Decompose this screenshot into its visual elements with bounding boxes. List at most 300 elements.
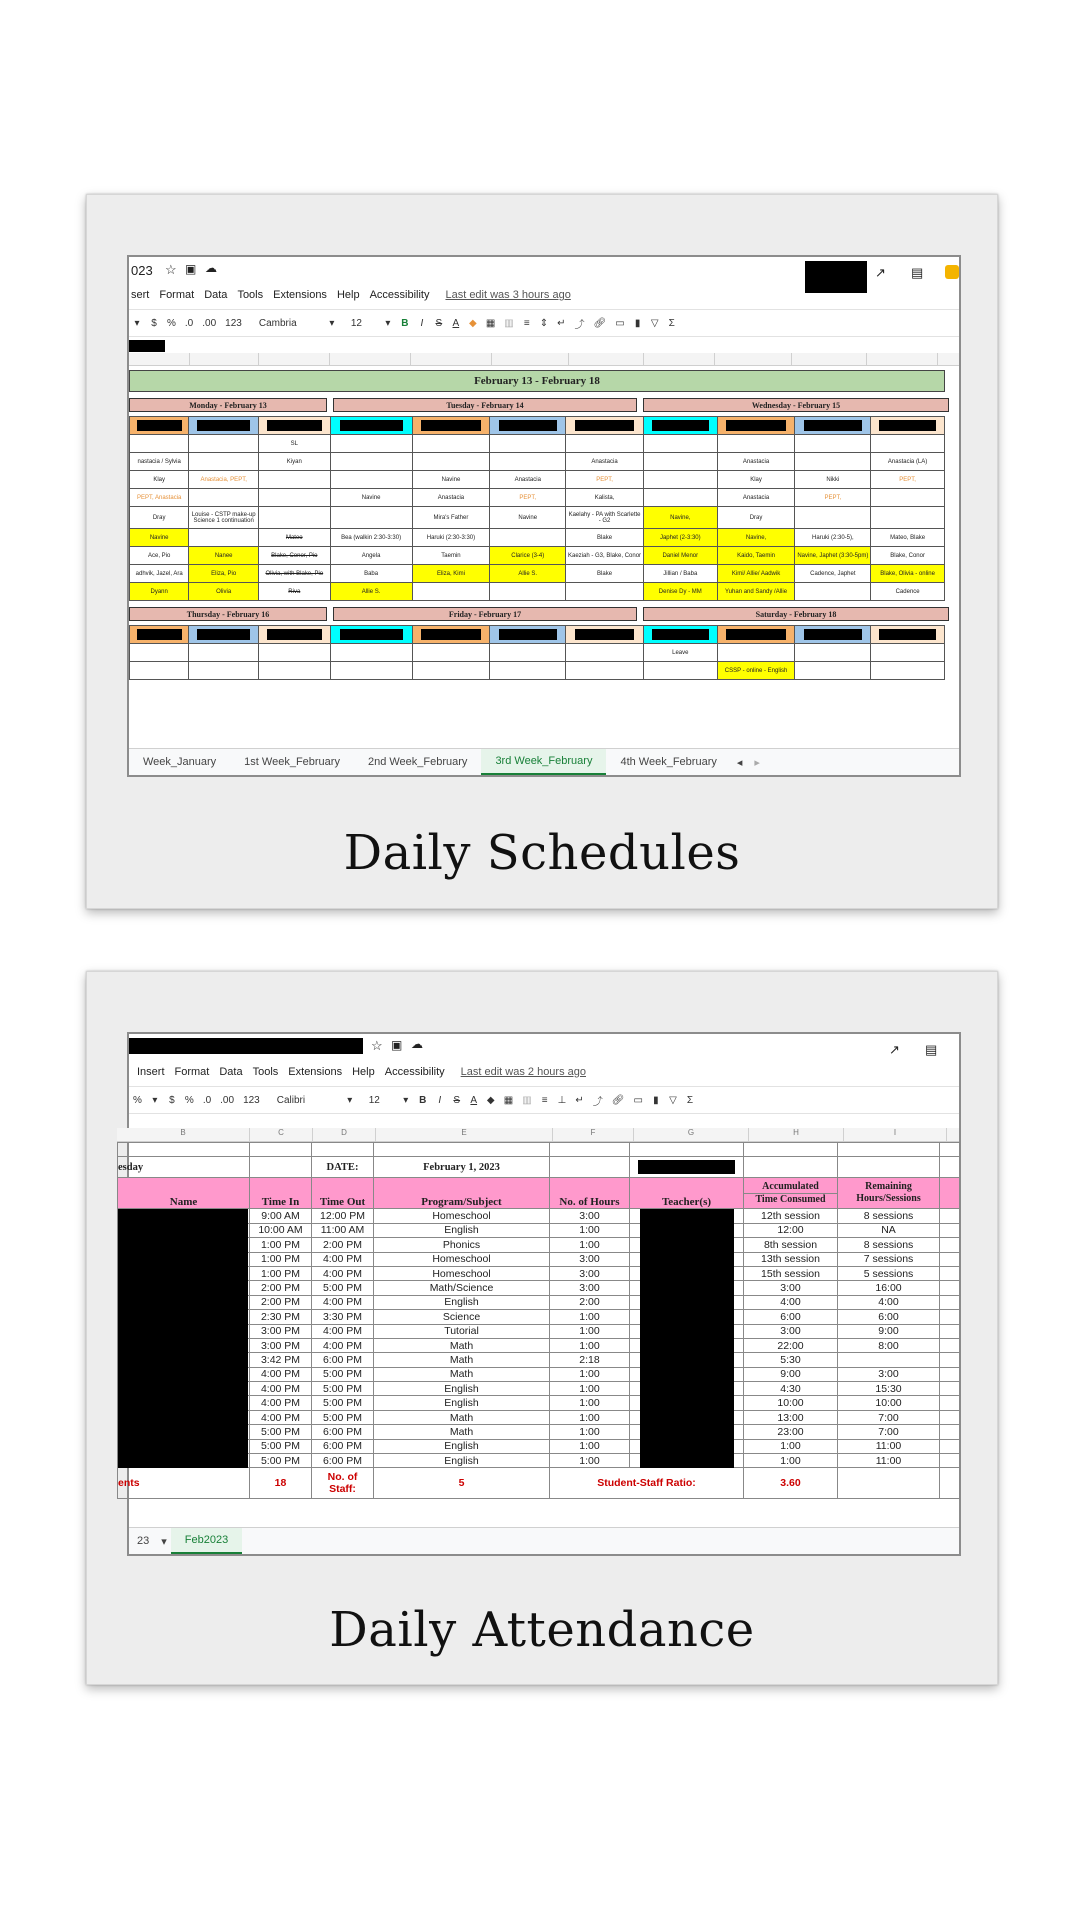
attendance-cell[interactable]: 1:00 PM (250, 1252, 312, 1266)
schedule-cell[interactable] (871, 644, 945, 662)
schedule-cell[interactable]: PEPT, (871, 471, 945, 489)
filter-icon[interactable]: ▽ (669, 1094, 677, 1106)
attendance-cell[interactable]: 1:00 (550, 1382, 630, 1396)
tab-scroll-left-icon[interactable]: ◂ (736, 756, 743, 769)
attendance-cell[interactable]: 1:00 (550, 1410, 630, 1424)
attendance-cell[interactable]: Math (374, 1353, 550, 1367)
chevron-down-icon[interactable]: ▾ (403, 1094, 409, 1106)
attendance-cell[interactable]: 7 sessions (838, 1252, 940, 1266)
tab-2nd-week-february[interactable]: 2nd Week_February (367, 756, 468, 768)
attendance-cell[interactable]: 1:00 (550, 1439, 630, 1453)
attendance-cell[interactable]: Phonics (374, 1238, 550, 1252)
schedule-cell[interactable]: Dray (717, 507, 795, 529)
schedule-cell[interactable]: Dray (130, 507, 189, 529)
attendance-cell[interactable]: 5:00 PM (250, 1454, 312, 1468)
schedule-cell[interactable]: Blake, Olivia - online (871, 565, 945, 583)
attendance-cell[interactable]: 1:00 (550, 1454, 630, 1468)
attendance-cell[interactable]: 2:18 (550, 1353, 630, 1367)
comment-icon[interactable]: ▤ (925, 1042, 938, 1057)
attendance-cell[interactable]: NA (838, 1223, 940, 1237)
attendance-cell[interactable]: 1:00 (550, 1367, 630, 1381)
attendance-cell[interactable]: 3:00 (550, 1281, 630, 1295)
schedule-cell[interactable] (189, 529, 259, 547)
schedule-cell[interactable] (717, 435, 795, 453)
schedule-cell[interactable]: Angela (330, 547, 412, 565)
schedule-cell[interactable] (258, 471, 330, 489)
chevron-down-icon[interactable]: ▾ (347, 1094, 353, 1106)
number-format-button[interactable]: 123 (243, 1094, 260, 1106)
schedule-cell[interactable]: Nikki (795, 471, 871, 489)
attendance-cell[interactable]: Homeschool (374, 1252, 550, 1266)
attendance-cell[interactable]: English (374, 1396, 550, 1410)
attendance-cell[interactable]: 4:00 PM (250, 1382, 312, 1396)
menu-insert[interactable]: Insert (137, 1066, 165, 1078)
blank-cell[interactable] (940, 1238, 960, 1252)
italic-icon[interactable]: I (420, 317, 424, 329)
attendance-cell[interactable]: 13th session (744, 1252, 838, 1266)
schedule-cell[interactable]: Navine (490, 507, 566, 529)
schedule-cell[interactable]: Riva (258, 583, 330, 601)
schedule-cell[interactable]: Kaeziah - G3, Blake, Conor (566, 547, 644, 565)
meet-icon[interactable] (945, 265, 959, 279)
schedule-cell[interactable] (566, 662, 644, 680)
schedule-cell[interactable]: Kiyan (258, 453, 330, 471)
blank-cell[interactable] (940, 1367, 960, 1381)
rotate-icon[interactable]: ⤴ (574, 319, 585, 331)
attendance-cell[interactable]: 1:00 (744, 1439, 838, 1453)
schedule-cell[interactable]: Mateo (258, 529, 330, 547)
schedule-cell[interactable]: Kaelahy - PA with Scarlette - G2 (566, 507, 644, 529)
star-icon[interactable]: ☆ (165, 262, 177, 277)
schedule-cell[interactable]: Kaido, Taemin (717, 547, 795, 565)
schedule-cell[interactable] (795, 644, 871, 662)
chevron-down-icon[interactable]: ▾ (329, 317, 335, 329)
attendance-cell[interactable]: English (374, 1439, 550, 1453)
schedule-cell[interactable]: Ace, Pio (130, 547, 189, 565)
rotate-icon[interactable]: ⤴ (592, 1096, 603, 1108)
attendance-cell[interactable]: 4:00 PM (250, 1367, 312, 1381)
schedule-cell[interactable] (490, 644, 566, 662)
schedule-cell[interactable] (412, 435, 490, 453)
schedule-cell[interactable]: Baba (330, 565, 412, 583)
tab-scroll-right-icon[interactable]: ▸ (754, 756, 760, 769)
schedule-cell[interactable] (871, 435, 945, 453)
attendance-cell[interactable]: 11:00 (838, 1439, 940, 1453)
attendance-cell[interactable]: 5:00 PM (312, 1396, 374, 1410)
filter-icon[interactable]: ▽ (650, 317, 659, 329)
blank-cell[interactable] (940, 1338, 960, 1352)
attendance-cell[interactable]: 3:00 (744, 1281, 838, 1295)
schedule-cell[interactable]: Navine (130, 529, 189, 547)
schedule-cell[interactable]: Kimi/ Allie/ Aadwik (717, 565, 795, 583)
attendance-cell[interactable]: 12th session (744, 1209, 838, 1223)
blank-cell[interactable] (940, 1454, 960, 1468)
borders-icon[interactable]: ▦ (503, 1094, 514, 1106)
schedule-cell[interactable] (258, 507, 330, 529)
tab-previous-sheet[interactable]: 23 (137, 1535, 150, 1547)
comment-icon[interactable]: ▤ (911, 265, 924, 280)
schedule-cell[interactable]: Anastacia (412, 489, 490, 507)
schedule-cell[interactable] (795, 583, 871, 601)
fill-color-icon[interactable]: ◆ (486, 1094, 495, 1106)
attendance-cell[interactable]: 5:00 PM (250, 1425, 312, 1439)
schedule-cell[interactable]: PEPT, Anastacia (130, 489, 189, 507)
insert-comment-icon[interactable]: ▭ (633, 1094, 643, 1106)
attendance-cell[interactable]: 8th session (744, 1238, 838, 1252)
bold-icon[interactable]: B (401, 317, 409, 329)
schedule-cell[interactable] (717, 644, 795, 662)
schedule-cell[interactable]: SL (258, 435, 330, 453)
menu-tools[interactable]: Tools (252, 1066, 279, 1078)
attendance-cell[interactable]: 6:00 PM (312, 1439, 374, 1453)
attendance-cell[interactable]: 1:00 (550, 1338, 630, 1352)
schedule-cell[interactable] (130, 644, 189, 662)
attendance-cell[interactable]: Science (374, 1310, 550, 1324)
schedule-cell[interactable] (643, 435, 717, 453)
attendance-cell[interactable]: 4:00 PM (250, 1396, 312, 1410)
font-size-select[interactable]: 12 (368, 1094, 380, 1106)
attendance-cell[interactable]: 4:00 PM (250, 1410, 312, 1424)
attendance-cell[interactable]: 7:00 (838, 1410, 940, 1424)
link-icon[interactable]: 🔗︎ (611, 1094, 625, 1106)
strikethrough-icon[interactable]: S (435, 317, 443, 329)
blank-cell[interactable] (940, 1223, 960, 1237)
attendance-cell[interactable]: 3:30 PM (312, 1310, 374, 1324)
attendance-cell[interactable]: 1:00 (550, 1310, 630, 1324)
cloud-status-icon[interactable]: ☁ (205, 261, 217, 275)
schedule-cell[interactable]: PEPT, (795, 489, 871, 507)
blank-cell[interactable] (940, 1382, 960, 1396)
attendance-cell[interactable]: 8:00 (838, 1338, 940, 1352)
menu-format[interactable]: Format (174, 1066, 210, 1078)
align-icon[interactable]: ≡ (541, 1094, 548, 1106)
attendance-cell[interactable] (838, 1353, 940, 1367)
schedule-cell[interactable]: Olivia, with Blake, Pio (258, 565, 330, 583)
schedule-cell[interactable]: Blake, Conor (871, 547, 945, 565)
attendance-cell[interactable]: 1:00 (550, 1223, 630, 1237)
schedule-cell[interactable]: Anastacia (717, 453, 795, 471)
blank-cell[interactable] (940, 1425, 960, 1439)
trend-icon[interactable]: ↗ (875, 265, 886, 280)
insert-comment-icon[interactable]: ▭ (615, 317, 625, 329)
schedule-cell[interactable]: nastacia / Sylvia (130, 453, 189, 471)
font-select[interactable]: Cambria (258, 317, 297, 329)
schedule-cell[interactable] (566, 644, 644, 662)
attendance-cell[interactable]: 5:00 PM (312, 1382, 374, 1396)
attendance-cell[interactable]: 2:00 PM (250, 1295, 312, 1309)
chevron-down-icon[interactable]: ▾ (152, 1094, 158, 1106)
attendance-cell[interactable]: 2:00 PM (312, 1238, 374, 1252)
attendance-cell[interactable]: 3:00 PM (250, 1324, 312, 1338)
number-format-button[interactable]: 123 (225, 317, 242, 329)
schedule-cell[interactable] (871, 489, 945, 507)
menu-format[interactable]: Format (159, 289, 195, 301)
attendance-cell[interactable]: 6:00 (744, 1310, 838, 1324)
currency-button[interactable]: $ (169, 1094, 175, 1106)
attendance-cell[interactable]: 5 sessions (838, 1266, 940, 1280)
schedule-cell[interactable] (189, 662, 259, 680)
attendance-cell[interactable]: 11:00 (838, 1454, 940, 1468)
schedule-cell[interactable] (330, 471, 412, 489)
functions-icon[interactable]: Σ (668, 317, 675, 329)
valign-icon[interactable]: ⊥ (557, 1094, 567, 1106)
attendance-cell[interactable]: 5:00 PM (312, 1410, 374, 1424)
schedule-cell[interactable]: Anastacia (566, 453, 644, 471)
attendance-cell[interactable]: 9:00 (838, 1324, 940, 1338)
menu-data[interactable]: Data (204, 289, 228, 301)
attendance-cell[interactable]: 1:00 (550, 1396, 630, 1410)
attendance-cell[interactable]: 22:00 (744, 1338, 838, 1352)
attendance-cell[interactable]: 1:00 PM (250, 1238, 312, 1252)
schedule-cell[interactable]: Eliza, Kimi (412, 565, 490, 583)
schedule-cell[interactable]: Haruki (2:30-5), (795, 529, 871, 547)
attendance-cell[interactable]: 16:00 (838, 1281, 940, 1295)
schedule-cell[interactable]: adhvik, Jazel, Ara (130, 565, 189, 583)
bold-icon[interactable]: B (419, 1094, 427, 1106)
blank-cell[interactable] (940, 1324, 960, 1338)
text-color-icon[interactable]: A (470, 1094, 478, 1106)
schedule-cell[interactable]: Allie S. (330, 583, 412, 601)
valign-icon[interactable]: ⇕ (539, 317, 549, 329)
chart-icon[interactable]: ▮ (653, 1094, 659, 1106)
attendance-cell[interactable]: Tutorial (374, 1324, 550, 1338)
increase-decimal-button[interactable]: .00 (220, 1094, 235, 1106)
attendance-cell[interactable]: English (374, 1382, 550, 1396)
schedule-cell[interactable]: Taemin (412, 547, 490, 565)
schedule-cell[interactable]: Nanee (189, 547, 259, 565)
attendance-cell[interactable]: 12:00 (744, 1223, 838, 1237)
schedule-cell[interactable]: Mira's Father (412, 507, 490, 529)
schedule-cell[interactable]: Daniel Menor (643, 547, 717, 565)
tab-4th-week-february[interactable]: 4th Week_February (620, 756, 717, 768)
attendance-cell[interactable]: 5:00 PM (312, 1367, 374, 1381)
attendance-cell[interactable]: Math (374, 1367, 550, 1381)
attendance-cell[interactable]: 5:00 PM (250, 1439, 312, 1453)
schedule-cell[interactable] (490, 529, 566, 547)
tab-feb2023[interactable]: Feb2023 (171, 1528, 242, 1554)
schedule-cell[interactable]: Mateo, Blake (871, 529, 945, 547)
wrap-icon[interactable]: ↵ (575, 1094, 584, 1106)
cloud-status-icon[interactable]: ☁ (411, 1037, 423, 1051)
move-folder-icon[interactable]: ▣ (185, 262, 197, 276)
menu-insert[interactable]: sert (131, 289, 150, 301)
attendance-cell[interactable]: Homeschool (374, 1209, 550, 1223)
attendance-cell[interactable]: 7:00 (838, 1425, 940, 1439)
schedule-cell[interactable]: Blake (566, 529, 644, 547)
schedule-cell[interactable] (643, 662, 717, 680)
schedule-cell[interactable]: Cadence (871, 583, 945, 601)
schedule-cell[interactable] (490, 662, 566, 680)
font-size-select[interactable]: 12 (350, 317, 362, 329)
chevron-down-icon[interactable]: ▾ (385, 317, 391, 329)
chart-icon[interactable]: ▮ (634, 317, 641, 329)
blank-cell[interactable] (940, 1266, 960, 1280)
schedule-cell[interactable]: Olivia (189, 583, 259, 601)
attendance-cell[interactable]: 4:00 PM (312, 1324, 374, 1338)
attendance-cell[interactable]: 2:00 (550, 1295, 630, 1309)
link-icon[interactable]: 🔗︎ (593, 317, 607, 329)
attendance-cell[interactable]: 11:00 AM (312, 1223, 374, 1237)
schedule-cell[interactable]: PEPT, (566, 471, 644, 489)
schedule-cell[interactable]: Klay (130, 471, 189, 489)
schedule-cell[interactable] (490, 435, 566, 453)
schedule-cell[interactable] (490, 583, 566, 601)
schedule-cell[interactable]: Anastacia (LA) (871, 453, 945, 471)
schedule-cell[interactable]: Navine, (643, 507, 717, 529)
schedule-cell[interactable] (643, 453, 717, 471)
schedule-cell[interactable]: Louise - CSTP make-up Science 1 continuation (189, 507, 259, 529)
last-edit-link[interactable]: Last edit was 3 hours ago (445, 289, 571, 301)
increase-decimal-button[interactable]: .00 (202, 317, 217, 329)
attendance-cell[interactable]: 2:00 PM (250, 1281, 312, 1295)
menu-help[interactable]: Help (352, 1066, 375, 1078)
fill-color-icon[interactable]: ◆ (468, 317, 477, 329)
schedule-cell[interactable]: Blake, Conor, Pio (258, 547, 330, 565)
attendance-cell[interactable]: 10:00 (838, 1396, 940, 1410)
attendance-cell[interactable]: Math (374, 1338, 550, 1352)
schedule-cell[interactable]: Dyann (130, 583, 189, 601)
attendance-cell[interactable]: 3:00 (744, 1324, 838, 1338)
schedule-cell[interactable] (795, 507, 871, 529)
borders-icon[interactable]: ▦ (485, 317, 496, 329)
schedule-cell[interactable] (258, 644, 330, 662)
attendance-cell[interactable]: 6:00 PM (312, 1454, 374, 1468)
attendance-cell[interactable]: 4:00 (838, 1295, 940, 1309)
move-folder-icon[interactable]: ▣ (391, 1038, 403, 1052)
schedule-cell[interactable]: Anastacia, PEPT, (189, 471, 259, 489)
blank-cell[interactable] (940, 1310, 960, 1324)
schedule-cell[interactable]: Navine (330, 489, 412, 507)
text-color-icon[interactable]: A (452, 317, 460, 329)
attendance-cell[interactable]: 1:00 PM (250, 1266, 312, 1280)
schedule-cell[interactable] (330, 644, 412, 662)
menu-accessibility[interactable]: Accessibility (384, 1066, 445, 1078)
attendance-cell[interactable]: Math/Science (374, 1281, 550, 1295)
schedule-cell[interactable] (330, 453, 412, 471)
schedule-cell[interactable] (189, 435, 259, 453)
attendance-cell[interactable]: 4:00 (744, 1295, 838, 1309)
schedule-cell[interactable]: PEPT, (490, 489, 566, 507)
attendance-cell[interactable]: 4:00 PM (312, 1338, 374, 1352)
schedule-cell[interactable]: Blake (566, 565, 644, 583)
schedule-cell[interactable]: Clarice (3-4) (490, 547, 566, 565)
blank-cell[interactable] (940, 1353, 960, 1367)
schedule-cell[interactable] (412, 644, 490, 662)
attendance-cell[interactable]: 3:00 (550, 1252, 630, 1266)
attendance-cell[interactable]: 8 sessions (838, 1209, 940, 1223)
attendance-cell[interactable]: Math (374, 1410, 550, 1424)
schedule-cell[interactable] (330, 662, 412, 680)
menu-extensions[interactable]: Extensions (273, 289, 327, 301)
schedule-cell[interactable]: Yuhan and Sandy /Allie (717, 583, 795, 601)
attendance-cell[interactable]: 4:30 (744, 1382, 838, 1396)
schedule-cell[interactable]: Navine, Japhet (3:30-5pm) (795, 547, 871, 565)
menu-tools[interactable]: Tools (237, 289, 264, 301)
star-icon[interactable]: ☆ (371, 1038, 383, 1053)
attendance-cell[interactable]: 6:00 PM (312, 1353, 374, 1367)
schedule-cell[interactable]: Anastacia (490, 471, 566, 489)
schedule-cell[interactable] (412, 583, 490, 601)
italic-icon[interactable]: I (438, 1094, 442, 1106)
menu-extensions[interactable]: Extensions (288, 1066, 343, 1078)
schedule-cell[interactable] (130, 662, 189, 680)
tab-week-january[interactable]: Week_January (143, 756, 217, 768)
schedule-cell[interactable]: Leave (643, 644, 717, 662)
schedule-cell[interactable]: Klay (717, 471, 795, 489)
attendance-cell[interactable]: English (374, 1454, 550, 1468)
trend-icon[interactable]: ↗ (889, 1042, 900, 1057)
align-icon[interactable]: ≡ (523, 317, 530, 329)
schedule-cell[interactable] (490, 453, 566, 471)
attendance-cell[interactable]: 3:00 PM (250, 1338, 312, 1352)
decrease-decimal-button[interactable]: .0 (184, 317, 194, 329)
schedule-cell[interactable] (871, 662, 945, 680)
schedule-cell[interactable]: CSSP - online - English (717, 662, 795, 680)
schedule-cell[interactable]: Cadence, Japhet (795, 565, 871, 583)
attendance-cell[interactable]: 6:00 PM (312, 1425, 374, 1439)
attendance-cell[interactable]: 3:00 (838, 1367, 940, 1381)
attendance-cell[interactable]: 9:00 (744, 1367, 838, 1381)
schedule-cell[interactable] (130, 435, 189, 453)
menu-help[interactable]: Help (336, 289, 360, 301)
blank-cell[interactable] (940, 1209, 960, 1223)
schedule-cell[interactable] (795, 662, 871, 680)
attendance-cell[interactable]: 23:00 (744, 1425, 838, 1439)
schedule-cell[interactable]: Bea (walkin 2:30-3:30) (330, 529, 412, 547)
attendance-cell[interactable]: 12:00 PM (312, 1209, 374, 1223)
schedule-cell[interactable] (643, 489, 717, 507)
attendance-cell[interactable]: 3:42 PM (250, 1353, 312, 1367)
attendance-cell[interactable]: 8 sessions (838, 1238, 940, 1252)
attendance-cell[interactable]: 10:00 AM (250, 1223, 312, 1237)
attendance-cell[interactable]: 13:00 (744, 1410, 838, 1424)
attendance-cell[interactable]: English (374, 1295, 550, 1309)
schedule-cell[interactable]: Jillian / Baba (643, 565, 717, 583)
schedule-cell[interactable] (258, 489, 330, 507)
attendance-cell[interactable]: 1:00 (550, 1324, 630, 1338)
currency-button[interactable]: $ (151, 317, 157, 329)
attendance-cell[interactable]: 5:00 PM (312, 1281, 374, 1295)
attendance-cell[interactable]: 15th session (744, 1266, 838, 1280)
schedule-cell[interactable] (566, 435, 644, 453)
last-edit-link[interactable]: Last edit was 2 hours ago (460, 1066, 586, 1078)
schedule-cell[interactable]: Anastacia (717, 489, 795, 507)
schedule-cell[interactable]: Eliza, Pio (189, 565, 259, 583)
wrap-icon[interactable]: ↵ (557, 317, 566, 329)
attendance-cell[interactable]: 4:00 PM (312, 1266, 374, 1280)
attendance-cell[interactable]: 9:00 AM (250, 1209, 312, 1223)
schedule-cell[interactable] (566, 583, 644, 601)
schedule-cell[interactable]: Haruki (2:30-3:30) (412, 529, 490, 547)
blank-cell[interactable] (940, 1439, 960, 1453)
schedule-cell[interactable] (189, 453, 259, 471)
blank-cell[interactable] (940, 1281, 960, 1295)
decrease-decimal-button[interactable]: .0 (202, 1094, 212, 1106)
attendance-cell[interactable]: 1:00 (550, 1238, 630, 1252)
attendance-cell[interactable]: 1:00 (550, 1425, 630, 1439)
menu-accessibility[interactable]: Accessibility (369, 289, 430, 301)
schedule-cell[interactable] (330, 435, 412, 453)
strikethrough-icon[interactable]: S (453, 1094, 461, 1106)
attendance-cell[interactable]: 6:00 (838, 1310, 940, 1324)
font-select[interactable]: Calibri (276, 1094, 306, 1106)
attendance-cell[interactable]: 15:30 (838, 1382, 940, 1396)
schedule-cell[interactable]: Navine (412, 471, 490, 489)
schedule-cell[interactable] (258, 662, 330, 680)
blank-cell[interactable] (940, 1295, 960, 1309)
percent-button[interactable]: % (167, 317, 176, 329)
attendance-cell[interactable]: Homeschool (374, 1266, 550, 1280)
